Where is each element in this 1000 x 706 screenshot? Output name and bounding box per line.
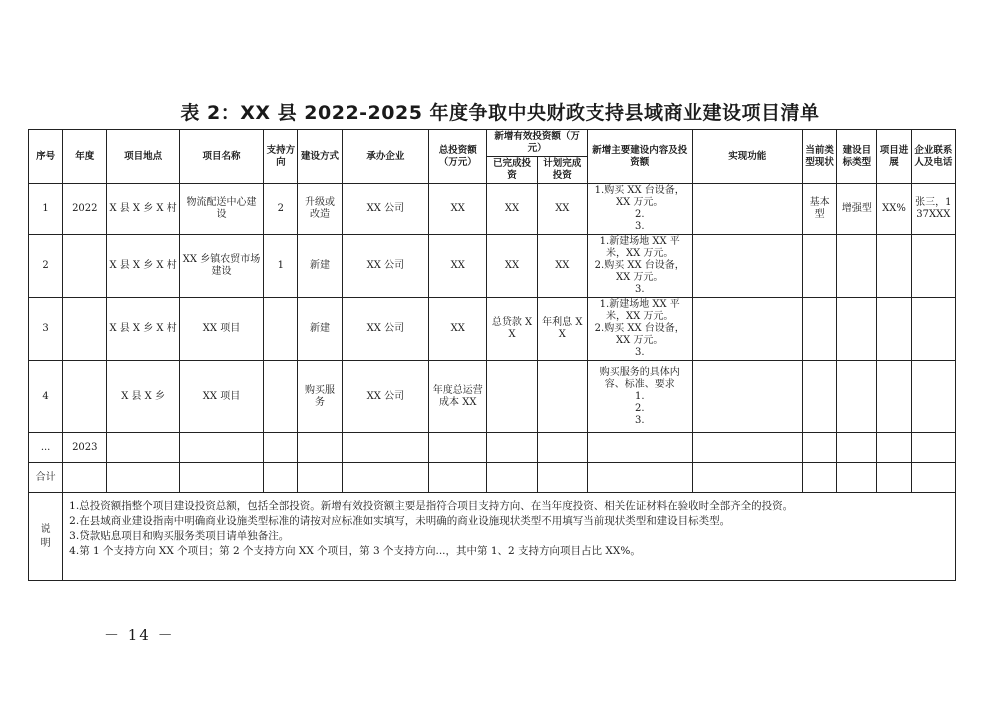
header-content: 新增主要建设内容及投资额: [587, 130, 692, 184]
cell-company: XX 公司: [342, 184, 428, 235]
content-line: 2.购买 XX 台设备，: [594, 260, 685, 271]
cell-completed: [487, 433, 537, 463]
cell-function: [692, 361, 803, 433]
cell-progress: [877, 433, 911, 463]
cell-name: [179, 463, 263, 493]
cell-total: [429, 463, 487, 493]
note-line: 1.总投资额指整个项目建设投资总额，包括全部投资。新增有效投资额主要是指符合项目支持方向、在当年度投资、相关佐证材料在验收时全部齐全的投资。: [69, 500, 794, 512]
cell-method: 购买服务: [298, 361, 342, 433]
header-direction: 支持方向: [264, 130, 298, 184]
cell-seq: ...: [29, 433, 63, 463]
cell-contact: [911, 463, 955, 493]
cell-planned: XX: [537, 235, 587, 298]
cell-current-type: 基本型: [803, 184, 837, 235]
cell-method: 升级或改造: [298, 184, 342, 235]
cell-method: 新建: [298, 298, 342, 361]
cell-content: [587, 235, 692, 298]
content-line: XX 万元。: [616, 335, 664, 346]
cell-location: [107, 463, 179, 493]
cell-total: XX: [429, 235, 487, 298]
cell-completed: XX: [487, 235, 537, 298]
page-number: － 14 －: [104, 626, 175, 644]
content-line: 购买服务的具体内: [599, 366, 680, 378]
cell-completed: [487, 463, 537, 493]
note-line: 3.贷款贴息项目和购买服务类项目请单独备注。: [69, 530, 290, 542]
cell-year: 2022: [63, 184, 107, 235]
header-contact: 企业联系人及电话: [911, 130, 955, 184]
cell-year: [63, 298, 107, 361]
content-line: 3.: [634, 414, 645, 426]
cell-progress: [877, 235, 911, 298]
cell-direction: 1: [264, 235, 298, 298]
cell-target-type: 增强型: [837, 184, 877, 235]
header-current-type: 当前类型现状: [803, 130, 837, 184]
header-location: 项目地点: [107, 130, 179, 184]
cell-target-type: [837, 298, 877, 361]
note-line: 2.在县域商业建设指南中明确商业设施类型标准的请按对应标准如实填写，未明确的商业设施现状类型不用填写当前现状类型和建设目标类型。: [69, 515, 731, 527]
content-line: 3.: [634, 284, 645, 295]
cell-current-type: [803, 235, 837, 298]
cell-location: X 县 X 乡: [107, 361, 179, 433]
content-line: 1.新建场地 XX 平: [599, 236, 680, 247]
cell-seq: 4: [29, 361, 63, 433]
header-name: 项目名称: [179, 130, 263, 184]
cell-current-type: [803, 361, 837, 433]
cell-name: XX 项目: [179, 298, 263, 361]
cell-current-type: [803, 298, 837, 361]
cell-location: X 县 X 乡 X 村: [107, 184, 179, 235]
cell-name: XX 乡镇农贸市场建设: [179, 235, 263, 298]
content-line: XX 万元。: [616, 197, 664, 208]
cell-total: [429, 433, 487, 463]
content-line: 2.: [634, 209, 645, 220]
table-row: [29, 433, 956, 463]
header-seq: 序号: [29, 130, 63, 184]
cell-total: XX: [429, 184, 487, 235]
header-year: 年度: [63, 130, 107, 184]
cell-method: [298, 433, 342, 463]
header-function: 实现功能: [692, 130, 803, 184]
cell-progress: [877, 361, 911, 433]
cell-name: 物流配送中心建设: [179, 184, 263, 235]
cell-content: [587, 184, 692, 235]
table-row: [29, 235, 956, 298]
cell-total: XX: [429, 298, 487, 361]
cell-contact: 张三，137XXX: [911, 184, 955, 235]
header-total: 总投资额（万元）: [429, 130, 487, 184]
notes-label: 说明: [40, 523, 51, 549]
cell-content: [587, 463, 692, 493]
cell-seq: 3: [29, 298, 63, 361]
content-line: 3.: [634, 221, 645, 232]
cell-target-type: [837, 361, 877, 433]
cell-content: [587, 361, 692, 433]
cell-year: [63, 361, 107, 433]
cell-completed: XX: [487, 184, 537, 235]
cell-target-type: [837, 433, 877, 463]
cell-planned: [537, 433, 587, 463]
cell-completed: 总贷款 XX: [487, 298, 537, 361]
cell-name: XX 项目: [179, 361, 263, 433]
content-line: 容、标准、要求: [604, 378, 675, 390]
header-company: 承办企业: [342, 130, 428, 184]
table-row: [29, 298, 956, 361]
cell-year: [63, 235, 107, 298]
cell-method: [298, 463, 342, 493]
cell-direction: [264, 463, 298, 493]
cell-year: [63, 463, 107, 493]
cell-direction: [264, 298, 298, 361]
content-line: 米，XX 万元。: [606, 311, 674, 322]
cell-direction: 2: [264, 184, 298, 235]
header-method: 建设方式: [298, 130, 342, 184]
note-line: 4.第 1 个支持方向 XX 个项目；第 2 个支持方向 XX 个项目，第 3 个支持方向...，其中第 1、2 支持方向项目占比 XX%。: [69, 545, 641, 557]
cell-year: 2023: [63, 433, 107, 463]
cell-planned: [537, 361, 587, 433]
header-target-type: 建设目标类型: [837, 130, 877, 184]
cell-function: [692, 463, 803, 493]
content-line: 3.: [634, 347, 645, 358]
content-line: 米，XX 万元。: [606, 248, 674, 259]
cell-company: XX 公司: [342, 361, 428, 433]
cell-planned: XX: [537, 184, 587, 235]
content-line: XX 万元。: [616, 272, 664, 283]
cell-location: [107, 433, 179, 463]
header-new-invest: 新增有效投资额（万元）: [487, 130, 588, 157]
header-progress: 项目进展: [877, 130, 911, 184]
cell-function: [692, 298, 803, 361]
cell-seq: 1: [29, 184, 63, 235]
cell-function: [692, 235, 803, 298]
header-completed: 已完成投资: [487, 157, 537, 184]
project-list-table: [28, 129, 956, 581]
cell-target-type: [837, 235, 877, 298]
cell-contact: [911, 298, 955, 361]
content-line: 1.购买 XX 台设备，: [594, 185, 685, 196]
content-line: 1.新建场地 XX 平: [599, 299, 680, 310]
cell-company: [342, 433, 428, 463]
cell-seq: 合计: [29, 463, 63, 493]
header-planned: 计划完成投资: [537, 157, 587, 184]
cell-location: X 县 X 乡 X 村: [107, 235, 179, 298]
notes-label-cell: [29, 493, 63, 581]
cell-target-type: [837, 463, 877, 493]
cell-direction: [264, 361, 298, 433]
cell-seq: 2: [29, 235, 63, 298]
cell-progress: XX%: [877, 184, 911, 235]
content-line: 2.购买 XX 台设备，: [594, 323, 685, 334]
cell-contact: [911, 235, 955, 298]
cell-function: [692, 433, 803, 463]
cell-current-type: [803, 463, 837, 493]
cell-current-type: [803, 433, 837, 463]
content-line: 1.: [634, 390, 645, 402]
cell-company: XX 公司: [342, 235, 428, 298]
cell-content: [587, 298, 692, 361]
cell-progress: [877, 463, 911, 493]
cell-progress: [877, 298, 911, 361]
cell-planned: 年利息 XX: [537, 298, 587, 361]
content-line: 2.: [634, 402, 645, 414]
cell-function: [692, 184, 803, 235]
cell-direction: [264, 433, 298, 463]
table-row: [29, 361, 956, 433]
table-title: 表 2：XX 县 2022-2025 年度争取中央财政支持县域商业建设项目清单: [180, 102, 820, 124]
cell-company: XX 公司: [342, 298, 428, 361]
table-row: [29, 463, 956, 493]
cell-name: [179, 433, 263, 463]
cell-total: 年度总运营成本 XX: [429, 361, 487, 433]
cell-contact: [911, 361, 955, 433]
cell-location: X 县 X 乡 X 村: [107, 298, 179, 361]
cell-content: [587, 433, 692, 463]
cell-company: [342, 463, 428, 493]
cell-planned: [537, 463, 587, 493]
notes-cell: [63, 493, 956, 581]
cell-contact: [911, 433, 955, 463]
cell-method: 新建: [298, 235, 342, 298]
table-row: [29, 184, 956, 235]
cell-completed: [487, 361, 537, 433]
